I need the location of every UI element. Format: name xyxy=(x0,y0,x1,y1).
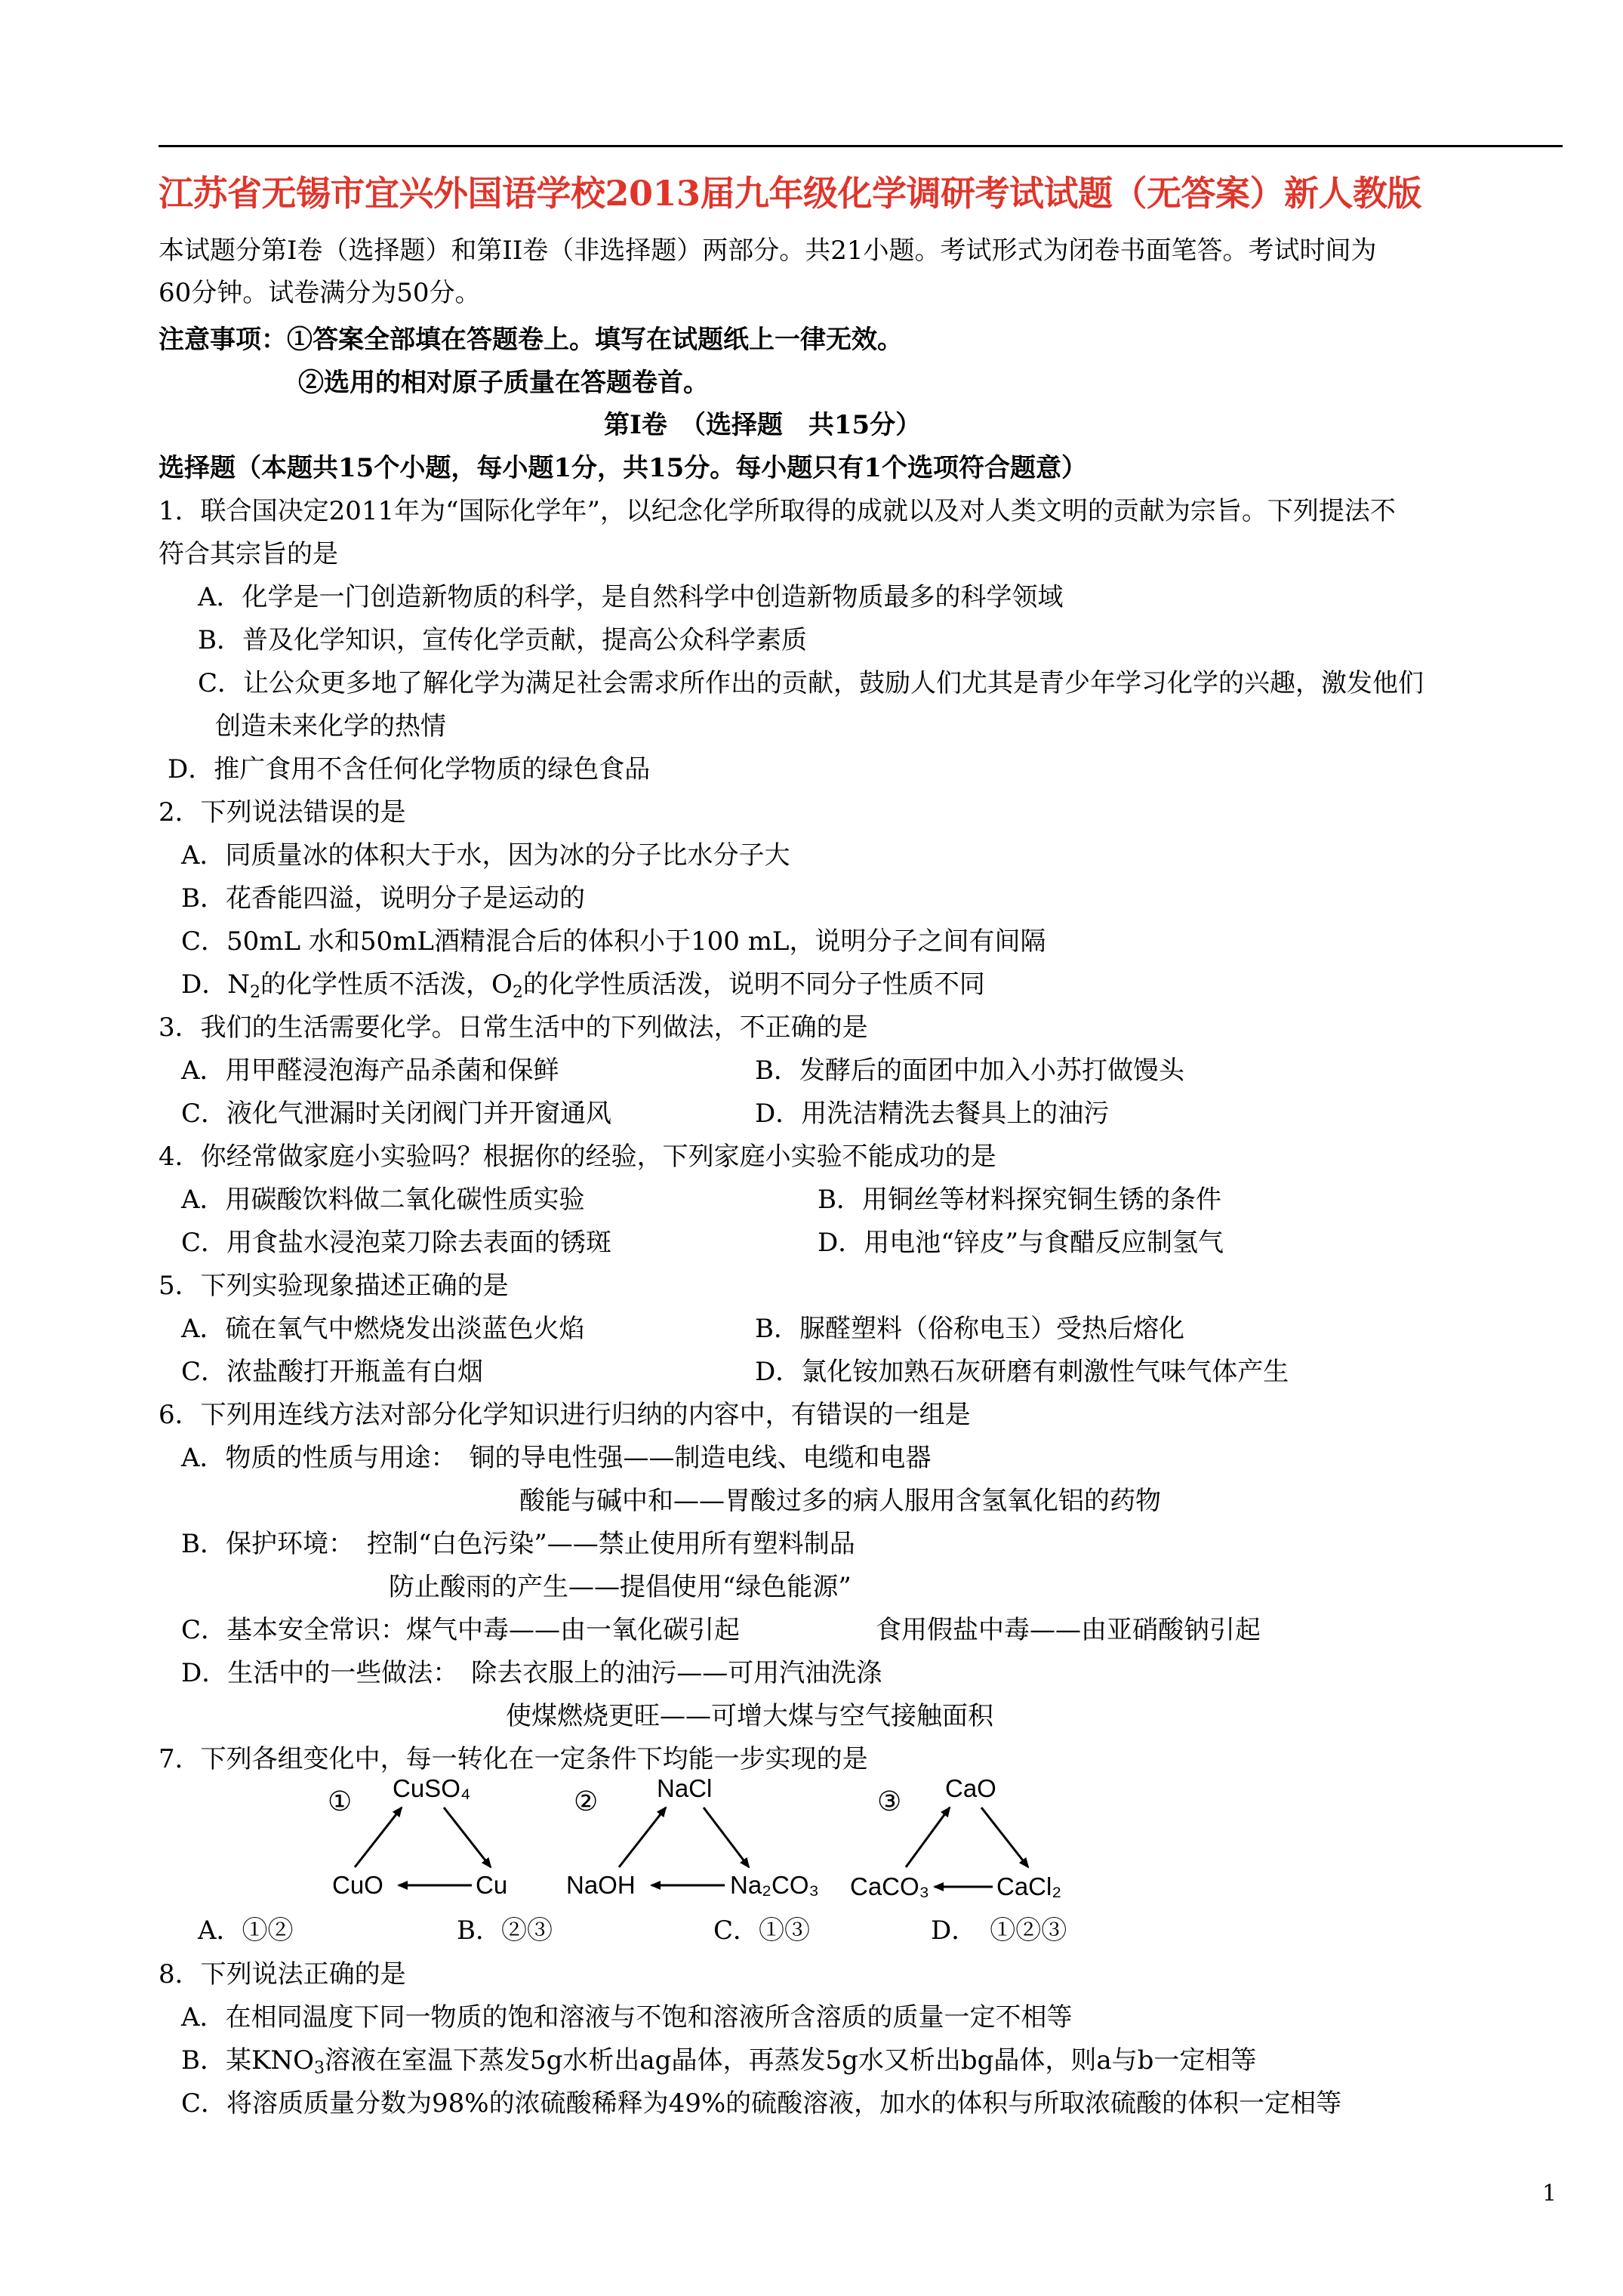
q6-option-a-1: A．物质的性质与用途： 铜的导电性强——制造电线、电缆和电器 xyxy=(181,1443,932,1473)
diagram-3-arrow-up xyxy=(906,1808,950,1867)
diagram-1-right: Cu xyxy=(476,1871,508,1899)
section-heading: 第Ⅰ卷 （选择题 共15分） xyxy=(604,410,922,440)
diagram-2 xyxy=(566,1774,819,1899)
q2-d-text-1: D．N xyxy=(181,969,251,1000)
q7-option-b: B．②③ xyxy=(457,1915,553,1946)
q7-option-d: D． ①②③ xyxy=(931,1915,1067,1946)
diagram-3-top: CaO xyxy=(945,1774,996,1802)
diagram-1-number: ① xyxy=(328,1786,353,1817)
q7-conversion-diagrams xyxy=(317,1758,1147,1909)
q2-option-a: A．同质量冰的体积大于水，因为冰的分子比水分子大 xyxy=(181,840,790,871)
q6-option-b-1: B．保护环境： 控制“白色污染”——禁止使用所有塑料制品 xyxy=(181,1529,855,1559)
diagram-3-number: ③ xyxy=(877,1786,902,1817)
q1-option-b: B．普及化学知识，宣传化学贡献，提高公众科学素质 xyxy=(198,625,807,655)
q8-b-text-1: B．某KNO xyxy=(181,2045,315,2076)
notice-label: 注意事项： xyxy=(159,325,287,355)
q1-option-c-2: 创造未来化学的热情 xyxy=(215,711,446,741)
q1-option-c-1: C．让公众更多地了解化学为满足社会需求所作出的贡献，鼓励人们尤其是青少年学习化学的兴趣，激发他们 xyxy=(198,668,1424,698)
q8-option-b xyxy=(181,2044,1256,2077)
q4-option-b: B．用铜丝等材料探究铜生锈的条件 xyxy=(818,1185,1221,1215)
q5-option-c: C．浓盐酸打开瓶盖有白烟 xyxy=(181,1357,484,1387)
q3-option-a: A．用甲醛浸泡海产品杀菌和保鲜 xyxy=(181,1056,559,1086)
q2-d-text-2: 的化学性质不活泼，O xyxy=(260,969,513,1000)
diagram-1-top: CuSO₄ xyxy=(393,1774,471,1802)
q6-stem: 6．下列用连线方法对部分化学知识进行归纳的内容中，有错误的一组是 xyxy=(159,1400,971,1430)
q7-option-c: C．①③ xyxy=(713,1915,811,1946)
exam-title: 江苏省无锡市宜兴外国语学校2013届九年级化学调研考试试题（无答案）新人教版 xyxy=(159,173,1422,214)
q7-option-a: A．①② xyxy=(198,1915,294,1946)
q8-b-subscript: 3 xyxy=(314,2059,325,2078)
q1-option-a: A．化学是一门创造新物质的科学，是自然科学中创造新物质最多的科学领域 xyxy=(198,582,1064,612)
q8-option-c: C．将溶质质量分数为98%的浓硫酸稀释为49%的硫酸溶液，加水的体积与所取浓硫酸的体积一定相等 xyxy=(181,2088,1342,2119)
q1-stem-1: 1．联合国决定2011年为“国际化学年”，以纪念化学所取得的成就以及对人类文明的贡献为宗旨。下列提法不 xyxy=(159,496,1396,526)
q6-option-c-2: 食用假盐中毒——由亚硝酸钠引起 xyxy=(876,1615,1261,1645)
diagram-2-left: NaOH xyxy=(566,1871,636,1899)
diagram-2-arrow-down xyxy=(704,1808,749,1867)
q8-stem: 8．下列说法正确的是 xyxy=(159,1959,406,1989)
q3-option-c: C．液化气泄漏时关闭阀门并开窗通风 xyxy=(181,1099,612,1129)
q6-option-b-2: 防止酸雨的产生——提倡使用“绿色能源” xyxy=(389,1572,852,1602)
diagram-2-arrow-up xyxy=(619,1808,666,1867)
intro-line-2: 60分钟。试卷满分为50分。 xyxy=(159,278,481,308)
diagram-2-number: ② xyxy=(574,1786,599,1817)
diagram-3-right: CaCl₂ xyxy=(996,1872,1062,1900)
q1-stem-2: 符合其宗旨的是 xyxy=(159,539,338,569)
q2-d-subscript-2: 2 xyxy=(512,983,523,1002)
q4-option-d: D．用电池“锌皮”与食醋反应制氢气 xyxy=(818,1228,1224,1258)
diagram-1-arrow-down xyxy=(444,1808,491,1867)
diagram-1-left: CuO xyxy=(332,1871,383,1899)
q2-option-c: C．50mL 水和50mL酒精混合后的体积小于100 mL，说明分子之间有间隔 xyxy=(181,926,1046,957)
q5-option-d: D．氯化铵加熟石灰研磨有刺激性气味气体产生 xyxy=(755,1357,1289,1387)
section-instruction: 选择题（本题共15个小题，每小题1分，共15分。每小题只有1个选项符合题意） xyxy=(159,453,1087,483)
q3-option-b: B．发酵后的面团中加入小苏打做馒头 xyxy=(755,1056,1184,1086)
notice-item-1: ①答案全部填在答题卷上。填写在试题纸上一律无效。 xyxy=(287,325,903,355)
q4-stem: 4．你经常做家庭小实验吗？根据你的经验，下列家庭小实验不能成功的是 xyxy=(159,1142,996,1172)
q4-option-a: A．用碳酸饮料做二氧化碳性质实验 xyxy=(181,1185,585,1215)
q6-option-d-1: D．生活中的一些做法： 除去衣服上的油污——可用汽油洗涤 xyxy=(181,1658,882,1688)
q7-stem: 7．下列各组变化中，每一转化在一定条件下均能一步实现的是 xyxy=(159,1744,868,1774)
intro-line-1: 本试题分第Ⅰ卷（选择题）和第II卷（非选择题）两部分。共21小题。考试形式为闭卷书面笔答。考试时间为 xyxy=(159,236,1377,266)
q2-d-subscript-1: 2 xyxy=(250,983,261,1002)
q6-option-a-2: 酸能与碱中和——胃酸过多的病人服用含氢氧化铝的药物 xyxy=(519,1486,1161,1516)
q2-stem: 2．下列说法错误的是 xyxy=(159,797,406,827)
q5-option-b: B．脲醛塑料（俗称电玉）受热后熔化 xyxy=(755,1314,1184,1344)
diagram-1-arrow-up xyxy=(355,1808,402,1867)
q6-option-c-1: C．基本安全常识：煤气中毒——由一氧化碳引起 xyxy=(181,1615,741,1645)
q1-option-d: D．推广食用不含任何化学物质的绿色食品 xyxy=(168,754,651,784)
diagram-3-arrow-down xyxy=(981,1808,1028,1867)
diagram-2-top: NaCl xyxy=(657,1774,713,1802)
top-rule xyxy=(159,145,1563,147)
q3-stem: 3．我们的生活需要化学。日常生活中的下列做法，不正确的是 xyxy=(159,1012,868,1043)
q2-d-text-3: 的化学性质活泼，说明不同分子性质不同 xyxy=(522,969,985,1000)
q6-option-d-2: 使煤燃烧更旺——可增大煤与空气接触面积 xyxy=(506,1701,993,1731)
q5-option-a: A．硫在氧气中燃烧发出淡蓝色火焰 xyxy=(181,1314,585,1344)
diagram-3-left: CaCO₃ xyxy=(850,1872,930,1900)
q8-b-text-2: 溶液在室温下蒸发5g水析出ag晶体，再蒸发5g水又析出bg晶体，则a与b一定相等 xyxy=(325,2045,1257,2076)
diagram-3 xyxy=(850,1774,1061,1900)
q3-option-d: D．用洗洁精洗去餐具上的油污 xyxy=(755,1099,1110,1129)
page-number: 1 xyxy=(1542,2180,1557,2207)
q8-option-a: A．在相同温度下同一物质的饱和溶液与不饱和溶液所含溶质的质量一定不相等 xyxy=(181,2002,1073,2032)
notice-item-2: ②选用的相对原子质量在答题卷首。 xyxy=(298,368,709,398)
diagram-2-right: Na₂CO₃ xyxy=(730,1871,819,1899)
q2-option-d xyxy=(181,968,985,1001)
notice xyxy=(159,323,903,356)
q2-option-b: B．花香能四溢，说明分子是运动的 xyxy=(181,883,585,914)
q4-option-c: C．用食盐水浸泡菜刀除去表面的锈斑 xyxy=(181,1228,612,1258)
q5-stem: 5．下列实验现象描述正确的是 xyxy=(159,1271,509,1301)
diagram-1 xyxy=(328,1774,507,1899)
